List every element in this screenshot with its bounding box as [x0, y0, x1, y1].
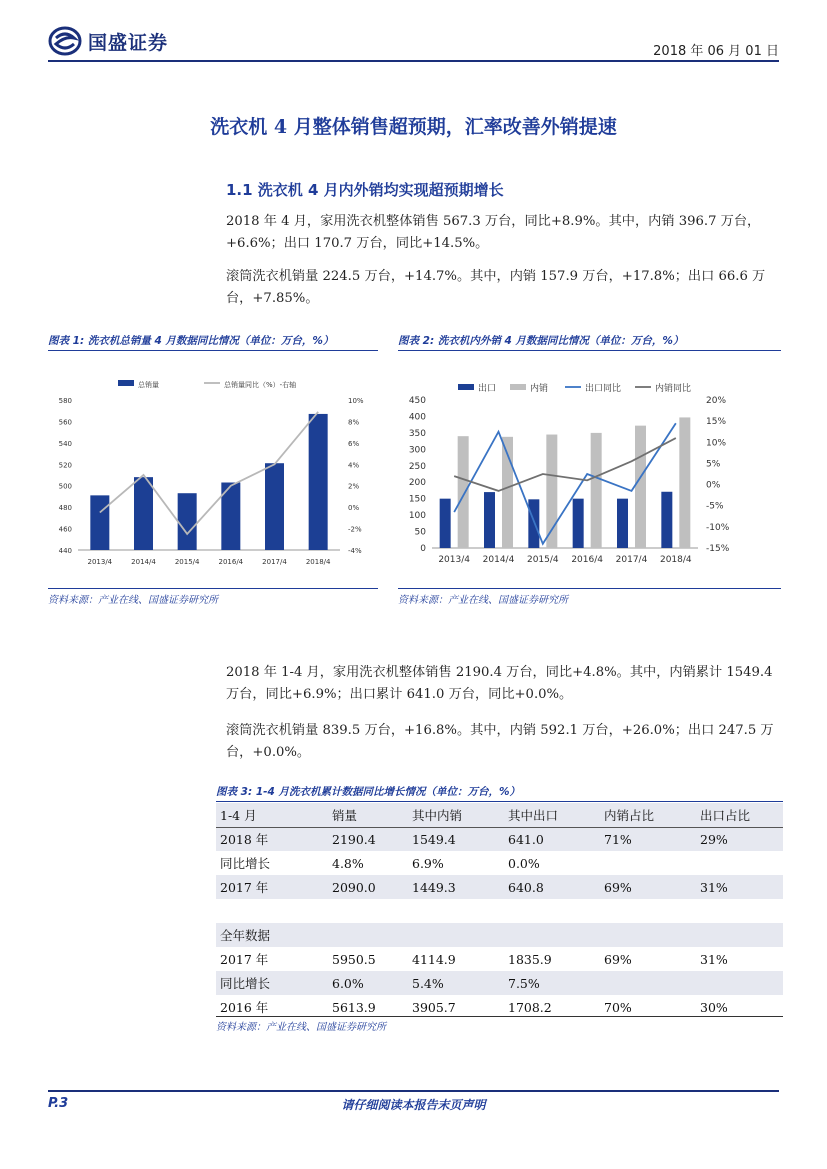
table-cell: 0.0% [508, 855, 540, 871]
y-right-tick-label: 15% [706, 417, 727, 428]
x-tick-label: 2013/4 [438, 555, 471, 565]
paragraph-april-drum: 滚筒洗衣机销量 224.5 万台，+14.7%。其中，内销 157.9 万台，+17.8%；出口 66.6 万台，+7.85%。 [226, 269, 766, 306]
y-right-tick-label: 10% [706, 438, 727, 449]
y-left-tick-label: 460 [58, 525, 72, 534]
y-left-tick-label: 250 [408, 461, 426, 472]
table-cell: 其中内销 [408, 803, 504, 827]
x-tick-label: 2015/4 [174, 558, 200, 566]
table-cell [408, 899, 504, 923]
table-cell: 2017 年 [220, 952, 269, 967]
bar-出口 [617, 499, 628, 548]
bar-总销量 [309, 414, 328, 550]
bar-内销 [591, 433, 602, 548]
report-date: 2018 年 06 月 01 日 [653, 44, 779, 59]
page-number: P.3 [48, 1096, 69, 1111]
figure-1-source: 资料来源：产业在线、国盛证券研究所 [48, 595, 218, 606]
table-cell: 2190.4 [328, 827, 408, 851]
y-left-tick-label: 100 [408, 511, 426, 522]
figure-2-rule [398, 350, 781, 351]
table-cell [600, 851, 696, 875]
table-cell [600, 923, 696, 947]
bar-出口 [484, 492, 495, 548]
table-cell: 出口占比 [696, 803, 783, 827]
table-cell: 1708.2 [508, 999, 552, 1015]
table-cell: 4.8% [332, 855, 364, 871]
figure-3-source: 资料来源：产业在线、国盛证券研究所 [216, 1022, 386, 1033]
legend-swatch [510, 384, 526, 390]
y-right-tick-label: -4% [348, 547, 362, 555]
y-right-tick-label: -10% [706, 522, 730, 533]
table-cell [696, 971, 783, 995]
table-cell: 69% [604, 951, 632, 967]
legend-label: 出口 [478, 384, 497, 394]
table-cell: 1449.3 [408, 875, 504, 899]
y-right-tick-label: 0% [706, 480, 721, 491]
table-cell: 641.0 [504, 827, 600, 851]
paragraph-ytd-sales: 2018 年 1-4 月，家用洗衣机整体销售 2190.4 万台，同比+4.8%。其中，内销累计 1549.4 万台，同比+6.9%；出口累计 641.0 万台，同比+0.0%。 [226, 665, 773, 702]
y-left-tick-label: 450 [408, 396, 426, 406]
y-right-tick-label: 0% [348, 504, 360, 513]
table-cell: 5950.5 [332, 951, 376, 967]
table-cell: 5613.9 [332, 999, 376, 1015]
table-header-row [216, 803, 783, 827]
y-right-tick-label: 5% [706, 459, 721, 470]
table-cell: 6.9% [412, 855, 444, 871]
y-left-tick-label: 540 [58, 439, 72, 448]
table-cell: 1549.4 [408, 827, 504, 851]
y-right-tick-label: 20% [706, 396, 727, 406]
y-left-tick-label: 350 [408, 428, 426, 439]
y-left-tick-label: 150 [408, 494, 426, 505]
paragraph-ytd-drum: 滚筒洗衣机销量 839.5 万台，+16.8%。其中，内销 592.1 万台，+26.0%；出口 247.5 万台，+0.0%。 [226, 723, 774, 760]
table-row [216, 971, 783, 995]
figure-2-bottom-rule [398, 588, 781, 589]
table-cell [328, 899, 408, 923]
bar-内销 [635, 426, 646, 548]
x-tick-label: 2018/4 [305, 558, 331, 566]
figure-1-title: 图表 1: 洗衣机总销量 4 月数据同比情况（单位：万台，%） [48, 335, 334, 347]
table-cell [600, 899, 696, 923]
table-cell: 3905.7 [412, 999, 456, 1015]
legend-label: 总销量同比（%）-右轴 [224, 381, 297, 389]
table-cell: 71% [600, 827, 696, 851]
table-cell: 同比增长 [220, 856, 271, 871]
bar-总销量 [265, 463, 284, 550]
y-right-tick-label: -2% [348, 525, 362, 534]
x-tick-label: 2016/4 [218, 558, 244, 566]
section-heading: 1.1 洗衣机 4 月内外销均实现超预期增长 [226, 181, 504, 199]
table-cell [600, 971, 696, 995]
table-cell: 5.4% [408, 971, 504, 995]
y-left-tick-label: 560 [58, 418, 72, 427]
brand-logo [48, 26, 168, 56]
table-cell [504, 899, 600, 923]
bar-出口 [573, 499, 584, 548]
table-ytd-sales [216, 803, 783, 1019]
table-cell [696, 899, 783, 923]
y-right-tick-label: 10% [348, 397, 364, 405]
brand-name: 国盛证券 [88, 31, 169, 54]
figure-3-rule [216, 801, 783, 802]
y-right-tick-label: 2% [348, 482, 360, 491]
y-left-tick-label: 50 [414, 527, 426, 538]
figure-2-source: 资料来源：产业在线、国盛证券研究所 [398, 595, 568, 606]
table-row [216, 827, 783, 851]
table-cell: 同比增长 [216, 971, 328, 995]
x-tick-label: 2015/4 [526, 555, 559, 565]
footer-divider [48, 1090, 779, 1092]
x-tick-label: 2016/4 [571, 555, 604, 565]
legend-swatch [118, 380, 134, 386]
table-cell: 7.5% [504, 971, 600, 995]
x-tick-label: 2014/4 [482, 555, 515, 565]
legend-label: 出口同比 [585, 384, 622, 394]
figure-2-title: 图表 2: 洗衣机内外销 4 月数据同比情况（单位：万台，%） [398, 335, 684, 347]
page-title: 洗衣机 4 月整体销售超预期，汇率改善外销提速 [210, 116, 617, 138]
table-cell [408, 923, 504, 947]
table-cell: 内销占比 [600, 803, 696, 827]
bar-出口 [661, 492, 672, 548]
table-cell: 2017 年 [216, 875, 328, 899]
table-cell: 640.8 [504, 875, 600, 899]
figure-1-bottom-rule [48, 588, 378, 589]
y-left-tick-label: 500 [58, 482, 72, 491]
table-cell: 2016 年 [220, 1000, 269, 1015]
table-row [216, 851, 783, 875]
table-cell: 2018 年 [216, 827, 328, 851]
bar-总销量 [134, 477, 153, 550]
chart-domestic-export [398, 365, 781, 580]
x-tick-label: 2017/4 [262, 558, 287, 566]
y-left-tick-label: 480 [58, 504, 72, 513]
bar-内销 [679, 417, 690, 548]
y-right-tick-label: 6% [348, 439, 360, 448]
x-tick-label: 2014/4 [131, 558, 156, 566]
legend-swatch [458, 384, 474, 390]
table-spacer-row [216, 899, 783, 923]
bar-总销量 [90, 495, 109, 550]
bar-出口 [528, 499, 539, 548]
table-cell: 70% [604, 999, 632, 1015]
figure-3-bottom-rule [216, 1016, 783, 1017]
table-cell: 销量 [328, 803, 408, 827]
table-cell [328, 923, 408, 947]
table-cell: 其中出口 [504, 803, 600, 827]
legend-label: 内销 [530, 384, 549, 394]
table-cell: 1-4 月 [216, 803, 328, 827]
table-row [216, 875, 783, 899]
y-left-tick-label: 300 [408, 445, 426, 456]
table-cell: 31% [696, 875, 783, 899]
table-cell: 69% [600, 875, 696, 899]
table-cell [696, 923, 783, 947]
table-cell: 29% [696, 827, 783, 851]
y-left-tick-label: 400 [408, 412, 426, 423]
y-right-tick-label: 4% [348, 461, 360, 470]
table-cell: 1835.9 [508, 951, 552, 967]
chart-total-sales [48, 365, 378, 580]
bar-内销 [458, 436, 469, 548]
disclaimer-note: 请仔细阅读本报告末页声明 [341, 1098, 486, 1112]
x-tick-label: 2018/4 [659, 555, 692, 565]
y-left-tick-label: 580 [58, 397, 72, 405]
y-right-tick-label: -15% [706, 544, 730, 554]
figure-1-rule [48, 350, 378, 351]
paragraph-april-sales: 2018 年 4 月，家用洗衣机整体销售 567.3 万台，同比+8.9%。其中，内销 396.7 万台，+6.6%；出口 170.7 万台，同比+14.5%。 [226, 214, 761, 251]
table-cell [216, 899, 328, 923]
x-tick-label: 2017/4 [615, 555, 648, 565]
legend-label: 内销同比 [655, 384, 692, 394]
table-cell: 2090.0 [328, 875, 408, 899]
line-总销量同比（%）-右轴 [100, 412, 318, 534]
table-row [216, 947, 783, 971]
x-tick-label: 2013/4 [87, 558, 113, 566]
table-cell: 4114.9 [412, 951, 456, 967]
brand-emblem-icon [48, 26, 82, 56]
table-cell: 30% [700, 999, 728, 1015]
table-cell [504, 923, 600, 947]
header-divider [48, 60, 779, 62]
bar-总销量 [178, 493, 197, 550]
y-left-tick-label: 440 [58, 547, 72, 555]
table-section-row [216, 923, 783, 947]
figure-3-title: 图表 3: 1-4 月洗衣机累计数据同比增长情况（单位：万台，%） [216, 786, 520, 798]
y-right-tick-label: -5% [706, 501, 724, 512]
y-left-tick-label: 200 [408, 478, 426, 489]
table-cell: 31% [700, 951, 728, 967]
y-left-tick-label: 520 [58, 461, 72, 470]
y-right-tick-label: 8% [348, 418, 360, 427]
y-left-tick-label: 0 [420, 544, 426, 554]
legend-label: 总销量 [138, 381, 159, 389]
bar-出口 [440, 499, 451, 548]
table-cell [696, 851, 783, 875]
table-cell: 6.0% [328, 971, 408, 995]
table-cell: 全年数据 [216, 923, 328, 947]
